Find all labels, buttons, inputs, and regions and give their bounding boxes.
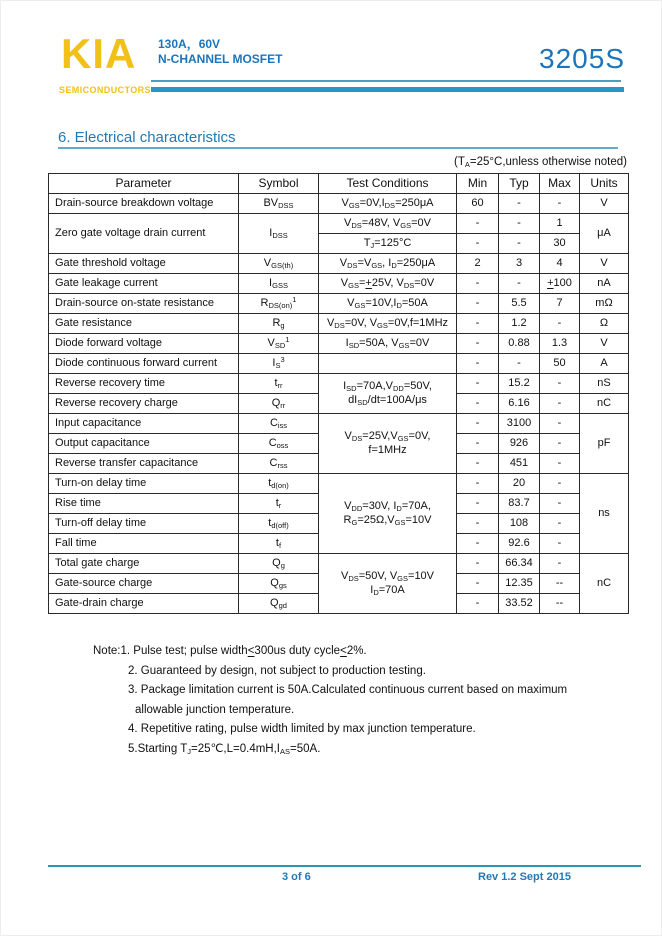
value-cell: - <box>540 454 580 474</box>
value-cell: - <box>457 554 499 574</box>
device-rating: 130A，60V <box>158 37 221 51</box>
column-header: Units <box>580 174 629 194</box>
value-cell: $Q_g$ <box>239 554 319 574</box>
value-cell: 3 <box>499 254 540 274</box>
condition-note: ($T_A=25^\circ C,unless$ otherwise noted) <box>454 156 627 169</box>
table-row <box>49 274 629 294</box>
parameter-cell: Fall time <box>49 534 239 554</box>
value-cell: -- <box>540 594 580 614</box>
value-cell: - <box>499 194 540 214</box>
column-header: Typ <box>499 174 540 194</box>
parameter-cell: Reverse transfer capacitance <box>49 454 239 474</box>
value-cell: 2 <box>457 254 499 274</box>
table-row <box>49 194 629 214</box>
table-body <box>49 194 629 614</box>
value-cell: nA <box>580 274 629 294</box>
value-cell: - <box>540 494 580 514</box>
table-row <box>49 214 629 234</box>
table-head <box>49 174 629 194</box>
value-cell: 66.34 <box>499 554 540 574</box>
value-cell: +100 <box>540 274 580 294</box>
value-cell: - <box>540 474 580 494</box>
kia-logo: KIA <box>61 30 137 77</box>
value-cell: $I_{SD}=50A$, $V_{GS}=0V$ <box>319 334 457 354</box>
note-line: 4. Repetitive rating, pulse width limited by max junction temperature. <box>128 723 476 735</box>
value-cell: V <box>580 194 629 214</box>
value-cell: - <box>540 194 580 214</box>
value-cell: $Q_{rr}$ <box>239 394 319 414</box>
value-cell: $V_{GS}=+25V$, $V_{DS}=0V$ <box>319 274 457 294</box>
parameter-cell: Drain-source on-state resistance <box>49 294 239 314</box>
value-cell: pF <box>580 414 629 474</box>
value-cell: - <box>457 294 499 314</box>
value-cell: 5.5 <box>499 294 540 314</box>
value-cell: $Q_{gs}$ <box>239 574 319 594</box>
value-cell: 108 <box>499 514 540 534</box>
value-cell: $t_{d(off)}$ <box>239 514 319 534</box>
value-cell: ns <box>580 474 629 554</box>
value-cell: mΩ <box>580 294 629 314</box>
value-cell: - <box>499 214 540 234</box>
value-cell: $V_{DD}=30V$, $I_D=70A$, $R_G=25\Omega,V_{GS}=10V$ <box>319 474 457 554</box>
value-cell <box>319 354 457 374</box>
parameter-cell: Total gate charge <box>49 554 239 574</box>
section-title: 6. Electrical characteristics <box>58 129 236 146</box>
value-cell: $Q_{gd}$ <box>239 594 319 614</box>
table-row <box>49 374 629 394</box>
table-row <box>49 414 629 434</box>
value-cell: 15.2 <box>499 374 540 394</box>
value-cell: 1 <box>540 214 580 234</box>
note-line: 5.Starting $T_J=25℃,L=0.4mH,I_{AS}=50A$. <box>128 742 321 756</box>
value-cell: $I_{DSS}$ <box>239 214 319 254</box>
value-cell: $V_{DS}=0V$, $V_{GS}=0V,f=1MHz$ <box>319 314 457 334</box>
value-cell: - <box>540 374 580 394</box>
parameter-cell: Gate resistance <box>49 314 239 334</box>
parameter-cell: Gate leakage current <box>49 274 239 294</box>
value-cell: $T_J=125^\circ C$ <box>319 234 457 254</box>
value-cell: - <box>499 354 540 374</box>
value-cell: 6.16 <box>499 394 540 414</box>
value-cell: 1.3 <box>540 334 580 354</box>
value-cell: 926 <box>499 434 540 454</box>
table-row <box>49 334 629 354</box>
table-row <box>49 294 629 314</box>
value-cell: $BV_{DSS}$ <box>239 194 319 214</box>
column-header: Symbol <box>239 174 319 194</box>
column-header: Parameter <box>49 174 239 194</box>
value-cell: 3100 <box>499 414 540 434</box>
value-cell: V <box>580 334 629 354</box>
revision-label: Rev 1.2 Sept 2015 <box>478 871 571 883</box>
value-cell: - <box>457 434 499 454</box>
value-cell: - <box>457 474 499 494</box>
value-cell: 451 <box>499 454 540 474</box>
table-row <box>49 354 629 374</box>
parameter-cell: Rise time <box>49 494 239 514</box>
header-thick-rule <box>151 87 624 92</box>
value-cell: $V_{DS}=48V$, $V_{GS}=0V$ <box>319 214 457 234</box>
table-header-row <box>49 174 629 194</box>
value-cell: $I_{GSS}$ <box>239 274 319 294</box>
value-cell: 50 <box>540 354 580 374</box>
value-cell: - <box>457 334 499 354</box>
parameter-cell: Diode continuous forward current <box>49 354 239 374</box>
value-cell: $V_{GS}=0V,I_{DS}=250\mu A$ <box>319 194 457 214</box>
value-cell: - <box>457 394 499 414</box>
value-cell: 7 <box>540 294 580 314</box>
value-cell: 1.2 <box>499 314 540 334</box>
value-cell: - <box>457 494 499 514</box>
value-cell: 83.7 <box>499 494 540 514</box>
value-cell: $V_{GS(th)}$ <box>239 254 319 274</box>
parameter-cell: Output capacitance <box>49 434 239 454</box>
value-cell: - <box>457 454 499 474</box>
value-cell: $R_{DS(on)}^1$ <box>239 294 319 314</box>
parameter-cell: Diode forward voltage <box>49 334 239 354</box>
value-cell: V <box>580 254 629 274</box>
value-cell: - <box>457 594 499 614</box>
value-cell: $t_r$ <box>239 494 319 514</box>
value-cell: 60 <box>457 194 499 214</box>
value-cell: Ω <box>580 314 629 334</box>
table-row <box>49 554 629 574</box>
page-number: 3 of 6 <box>282 871 311 883</box>
value-cell: 33.52 <box>499 594 540 614</box>
value-cell: μA <box>580 214 629 254</box>
value-cell: - <box>540 534 580 554</box>
note-line: 2. Guaranteed by design, not subject to production testing. <box>128 664 426 677</box>
value-cell: - <box>540 434 580 454</box>
column-header: Min <box>457 174 499 194</box>
logo-subtext: SEMICONDUCTORS <box>59 85 151 95</box>
part-number: 3205S <box>539 43 625 74</box>
value-cell: - <box>540 414 580 434</box>
parameter-cell: Reverse recovery charge <box>49 394 239 414</box>
value-cell: - <box>457 534 499 554</box>
value-cell: - <box>540 554 580 574</box>
value-cell: 0.88 <box>499 334 540 354</box>
note-line: Note:1. Pulse test; pulse width<300us duty cycle<2%. <box>93 645 367 657</box>
value-cell: - <box>457 314 499 334</box>
value-cell: - <box>457 514 499 534</box>
parameter-cell: Turn-on delay time <box>49 474 239 494</box>
value-cell: $t_{d(on)}$ <box>239 474 319 494</box>
section-title-underline <box>58 147 618 149</box>
table-row <box>49 314 629 334</box>
value-cell: 4 <box>540 254 580 274</box>
value-cell: -- <box>540 574 580 594</box>
value-cell: 30 <box>540 234 580 254</box>
value-cell: $V_{SD}^1$ <box>239 334 319 354</box>
value-cell: $I_{SD}=70A,V_{DD}=50V$, $dI_{SD}/dt=100A/\mu s$ <box>319 374 457 414</box>
footer-rule <box>48 865 641 867</box>
value-cell: 92.6 <box>499 534 540 554</box>
column-header: Max <box>540 174 580 194</box>
parameter-cell: Drain-source breakdown voltage <box>49 194 239 214</box>
value-cell: - <box>457 374 499 394</box>
value-cell: A <box>580 354 629 374</box>
value-cell: $V_{DS}=V_{GS}$, $I_D=250\mu A$ <box>319 254 457 274</box>
parameter-cell: Zero gate voltage drain current <box>49 214 239 254</box>
note-line: 3. Package limitation current is 50A.Calculated continuous current based on maximum <box>128 684 568 696</box>
value-cell: 12.35 <box>499 574 540 594</box>
value-cell: - <box>540 394 580 414</box>
parameter-cell: Gate threshold voltage <box>49 254 239 274</box>
value-cell: $t_{rr}$ <box>239 374 319 394</box>
column-header: Test Conditions <box>319 174 457 194</box>
parameter-cell: Reverse recovery time <box>49 374 239 394</box>
value-cell: $I_S^3$ <box>239 354 319 374</box>
value-cell: nC <box>580 394 629 414</box>
value-cell: - <box>457 354 499 374</box>
value-cell: - <box>499 234 540 254</box>
value-cell: $V_{GS}=10V,I_D=50A$ <box>319 294 457 314</box>
parameter-cell: Input capacitance <box>49 414 239 434</box>
value-cell: - <box>457 214 499 234</box>
parameter-cell: Gate-drain charge <box>49 594 239 614</box>
value-cell: - <box>457 234 499 254</box>
value-cell: nC <box>580 554 629 614</box>
value-cell: - <box>540 514 580 534</box>
note-line: allowable junction temperature. <box>135 703 295 716</box>
value-cell: - <box>457 274 499 294</box>
value-cell: $C_{rss}$ <box>239 454 319 474</box>
value-cell: $t_f$ <box>239 534 319 554</box>
value-cell: - <box>499 274 540 294</box>
value-cell: $C_{iss}$ <box>239 414 319 434</box>
value-cell: $R_g$ <box>239 314 319 334</box>
device-type: N-CHANNEL MOSFET <box>158 52 283 66</box>
parameter-cell: Gate-source charge <box>49 574 239 594</box>
value-cell: $V_{DS}=25V,V_{GS}=0V$, f=1MHz <box>319 414 457 474</box>
value-cell: $C_{oss}$ <box>239 434 319 454</box>
parameter-cell: Turn-off delay time <box>49 514 239 534</box>
value-cell: - <box>540 314 580 334</box>
header-thin-rule <box>151 80 621 82</box>
value-cell: nS <box>580 374 629 394</box>
notes-block <box>1 642 661 759</box>
value-cell: $V_{DS}=50V$, $V_{GS}=10V$ $I_D=70A$ <box>319 554 457 614</box>
table-row <box>49 474 629 494</box>
value-cell: - <box>457 574 499 594</box>
table-row <box>49 254 629 274</box>
value-cell: - <box>457 414 499 434</box>
electrical-characteristics-table <box>48 173 629 614</box>
value-cell: 20 <box>499 474 540 494</box>
